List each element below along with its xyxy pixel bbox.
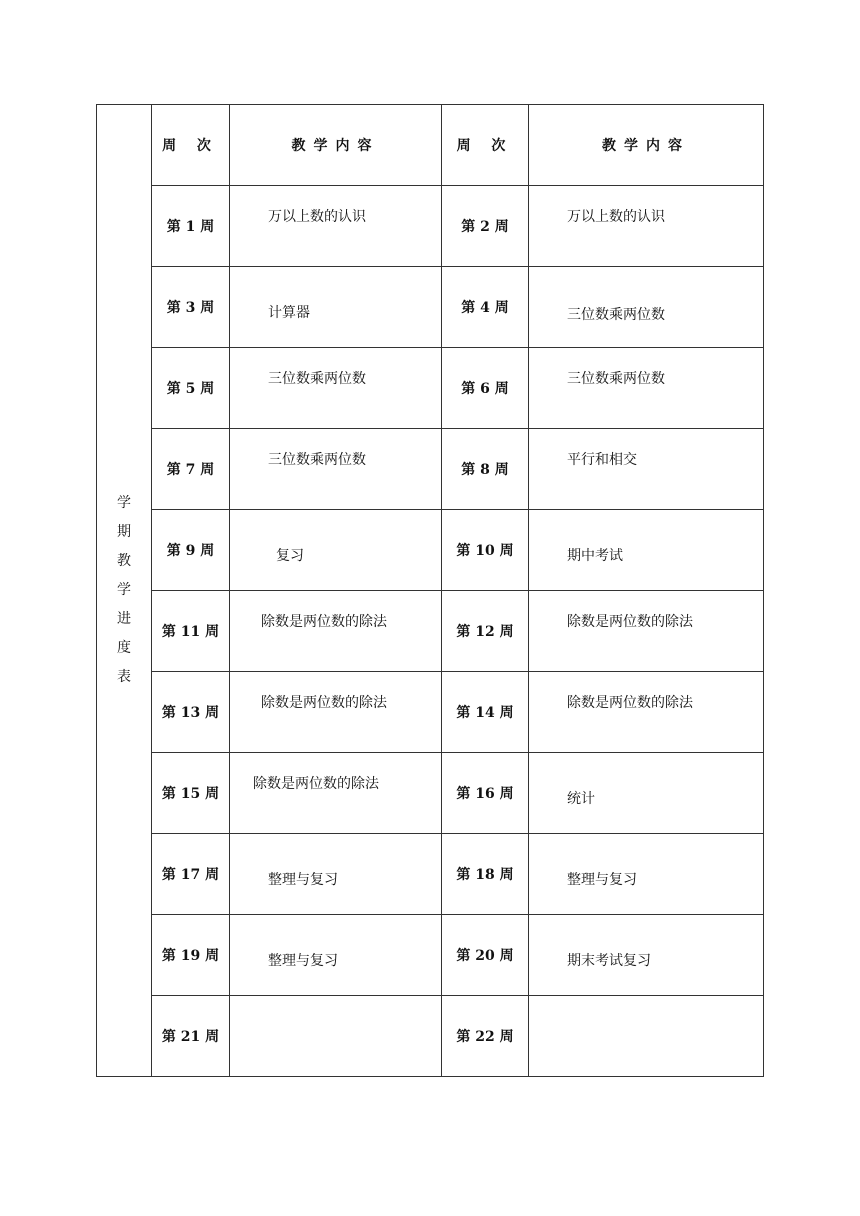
content-text-left: 除数是两位数的除法 <box>253 776 379 792</box>
content-cell-left <box>230 996 442 1077</box>
week-label-right: 第 6 周 <box>442 348 529 429</box>
content-cell-left <box>230 753 442 834</box>
content-cell-right <box>529 348 764 429</box>
content-text-right: 三位数乘两位数 <box>567 307 665 323</box>
week-label-right: 第 18 周 <box>442 834 529 915</box>
week-label-left: 第 3 周 <box>152 267 230 348</box>
table-row <box>97 267 764 348</box>
content-cell-right <box>529 753 764 834</box>
header-row <box>97 105 764 186</box>
week-label-left: 第 11 周 <box>152 591 230 672</box>
week-label-left: 第 17 周 <box>152 834 230 915</box>
week-label-left: 第 5 周 <box>152 348 230 429</box>
content-text-right: 统计 <box>567 791 595 807</box>
content-text-left: 计算器 <box>268 305 310 321</box>
week-label-right: 第 10 周 <box>442 510 529 591</box>
schedule-table <box>96 104 764 1077</box>
table-row <box>97 348 764 429</box>
content-text-left: 复习 <box>276 548 304 564</box>
content-text-left: 整理与复习 <box>268 872 338 888</box>
content-text-left: 三位数乘两位数 <box>268 371 366 387</box>
content-text-left: 三位数乘两位数 <box>268 452 366 468</box>
week-label-left: 第 1 周 <box>152 186 230 267</box>
week-label-left: 第 13 周 <box>152 672 230 753</box>
content-cell-right <box>529 672 764 753</box>
table-row <box>97 429 764 510</box>
content-text-right: 整理与复习 <box>567 872 637 888</box>
week-label-right: 第 16 周 <box>442 753 529 834</box>
table-row <box>97 591 764 672</box>
week-label-left: 第 7 周 <box>152 429 230 510</box>
header-content-left: 教学内容 <box>230 105 442 186</box>
table-row <box>97 996 764 1077</box>
content-cell-left <box>230 591 442 672</box>
table-row <box>97 915 764 996</box>
week-label-left: 第 15 周 <box>152 753 230 834</box>
content-text-right: 万以上数的认识 <box>567 209 665 225</box>
content-cell-right <box>529 267 764 348</box>
header-week-right: 周 次 <box>442 105 529 186</box>
content-cell-left <box>230 429 442 510</box>
content-cell-right <box>529 186 764 267</box>
week-label-right: 第 14 周 <box>442 672 529 753</box>
week-label-right: 第 20 周 <box>442 915 529 996</box>
week-label-left: 第 9 周 <box>152 510 230 591</box>
content-cell-right <box>529 834 764 915</box>
table-row <box>97 753 764 834</box>
content-cell-right <box>529 996 764 1077</box>
week-label-right: 第 2 周 <box>442 186 529 267</box>
content-cell-right <box>529 510 764 591</box>
content-text-right: 期中考试 <box>567 548 623 564</box>
content-text-left: 除数是两位数的除法 <box>261 695 387 711</box>
content-cell-left <box>230 348 442 429</box>
table-row <box>97 186 764 267</box>
content-cell-left <box>230 267 442 348</box>
content-text-right: 平行和相交 <box>567 452 637 468</box>
content-cell-left <box>230 510 442 591</box>
header-content-right: 教学内容 <box>529 105 764 186</box>
content-text-left: 整理与复习 <box>268 953 338 969</box>
side-label-cell <box>97 105 152 1077</box>
content-cell-left <box>230 186 442 267</box>
header-week-left: 周 次 <box>152 105 230 186</box>
week-label-right: 第 22 周 <box>442 996 529 1077</box>
content-text-left: 除数是两位数的除法 <box>261 614 387 630</box>
content-cell-left <box>230 834 442 915</box>
content-cell-right <box>529 915 764 996</box>
schedule-body <box>97 105 764 1077</box>
content-text-left: 万以上数的认识 <box>268 209 366 225</box>
week-label-right: 第 8 周 <box>442 429 529 510</box>
content-cell-right <box>529 429 764 510</box>
content-cell-left <box>230 672 442 753</box>
content-text-right: 期末考试复习 <box>567 953 651 969</box>
side-label: 学期教学进度表 <box>117 495 131 685</box>
content-text-right: 三位数乘两位数 <box>567 371 665 387</box>
week-label-right: 第 12 周 <box>442 591 529 672</box>
content-text-right: 除数是两位数的除法 <box>567 614 693 630</box>
table-row <box>97 834 764 915</box>
table-row <box>97 510 764 591</box>
content-text-right: 除数是两位数的除法 <box>567 695 693 711</box>
week-label-left: 第 19 周 <box>152 915 230 996</box>
content-cell-right <box>529 591 764 672</box>
week-label-right: 第 4 周 <box>442 267 529 348</box>
table-row <box>97 672 764 753</box>
week-label-left: 第 21 周 <box>152 996 230 1077</box>
content-cell-left <box>230 915 442 996</box>
